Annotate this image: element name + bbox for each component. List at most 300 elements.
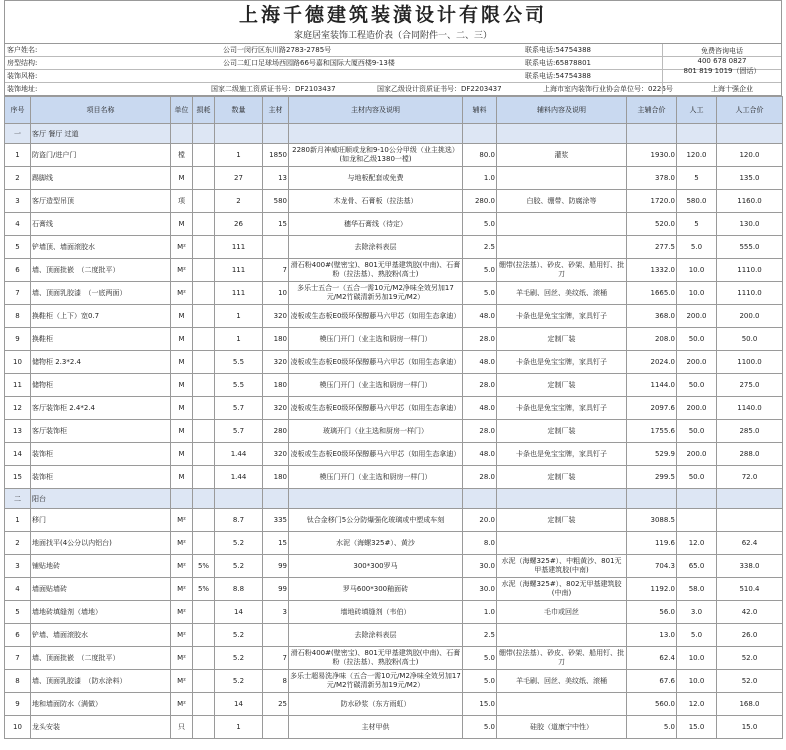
- labor-total-cell: 130.0: [717, 213, 783, 236]
- quantity-cell: 111: [215, 236, 263, 259]
- table-header: [5, 97, 783, 124]
- item-name-cell: 踢脚线: [31, 167, 171, 190]
- col-no-header: 序号: [5, 97, 31, 124]
- aux-desc-cell: 绷带(拉法基）、砂皮、砂架、船用钉、批刀: [497, 647, 627, 670]
- item-name-cell: 换鞋柜: [31, 328, 171, 351]
- section-empty-cell: [263, 124, 289, 144]
- row-no-cell: 14: [5, 443, 31, 466]
- item-name-cell: 墙地砖填缝剂（墙地）: [31, 601, 171, 624]
- labor-total-cell: 275.0: [717, 374, 783, 397]
- aux-price-cell: 28.0: [463, 374, 497, 397]
- item-name-cell: 客厅造型吊顶: [31, 190, 171, 213]
- section-empty-cell: [193, 489, 215, 509]
- section-empty-cell: [497, 124, 627, 144]
- main-desc-cell: 与地板配套或免费: [289, 167, 463, 190]
- free-consult-label: 免费咨询电话: [701, 47, 743, 55]
- material-total-cell: 378.0: [627, 167, 677, 190]
- quantity-cell: 5.2: [215, 624, 263, 647]
- loss-cell: [193, 374, 215, 397]
- section-empty-cell: [289, 124, 463, 144]
- structure-value: 公司二虹口足球场西园路66号嘉和国际大厦西楼9-13楼: [223, 59, 395, 67]
- aux-price-cell: 28.0: [463, 466, 497, 489]
- table-row: [5, 532, 783, 555]
- aux-desc-cell: 卡条也是免宝宝牌，家具钉子: [497, 397, 627, 420]
- quotation-sheet: [4, 0, 782, 739]
- quantity-cell: 27: [215, 167, 263, 190]
- loss-cell: [193, 213, 215, 236]
- section-empty-cell: [463, 124, 497, 144]
- col-aux-desc-header: 辅料内容及说明: [497, 97, 627, 124]
- aux-price-cell: 15.0: [463, 693, 497, 716]
- row-no-cell: 10: [5, 351, 31, 374]
- labor-price-cell: 200.0: [677, 397, 717, 420]
- loss-cell: [193, 624, 215, 647]
- labor-total-cell: 338.0: [717, 555, 783, 578]
- col-material-total-header: 主辅合价: [627, 97, 677, 124]
- table-row: [5, 236, 783, 259]
- labor-price-cell: 12.0: [677, 693, 717, 716]
- section-empty-cell: [215, 124, 263, 144]
- loss-cell: [193, 328, 215, 351]
- aux-price-cell: 30.0: [463, 578, 497, 601]
- section-empty-cell: [193, 124, 215, 144]
- labor-price-cell: 10.0: [677, 259, 717, 282]
- labor-total-cell: 1100.0: [717, 351, 783, 374]
- main-price-cell: 335: [263, 509, 289, 532]
- aux-desc-cell: 定制厂装: [497, 466, 627, 489]
- main-price-cell: 320: [263, 305, 289, 328]
- main-desc-cell: 模压门开门（业主选和厨房一样门）: [289, 466, 463, 489]
- main-desc-cell: 凌板或生态板E0级环保醇藤马六甲芯（如用生态拿迪）: [289, 351, 463, 374]
- loss-cell: [193, 305, 215, 328]
- labor-price-cell: 200.0: [677, 351, 717, 374]
- structure-tel: 联系电话:65878801: [525, 59, 591, 67]
- unit-cell: M: [171, 420, 193, 443]
- section-empty-cell: [497, 489, 627, 509]
- table-row: [5, 397, 783, 420]
- item-name-cell: 防盗门/进户门: [31, 144, 171, 167]
- aux-desc-cell: 白胶、绷带、防腐涂等: [497, 190, 627, 213]
- unit-cell: M²: [171, 282, 193, 305]
- labor-total-cell: 135.0: [717, 167, 783, 190]
- quantity-cell: 8.8: [215, 578, 263, 601]
- company-title: 上海千德建筑装潢设计有限公司: [4, 0, 782, 29]
- aux-price-cell: 5.0: [463, 282, 497, 305]
- section-no: 一: [5, 124, 31, 144]
- quantity-cell: 5.2: [215, 647, 263, 670]
- aux-desc-cell: 水泥（海螺325#）、中粗黄沙、801无甲基建筑胶(中南): [497, 555, 627, 578]
- item-name-cell: 储物柜: [31, 374, 171, 397]
- unit-cell: M²: [171, 601, 193, 624]
- aux-price-cell: 5.0: [463, 716, 497, 739]
- main-desc-cell: 2280新月神威旺顺或龙和9-10公分甲级（业主挑选）(如龙和乙级1380一樘): [289, 144, 463, 167]
- main-price-cell: 3: [263, 601, 289, 624]
- main-desc-cell: 木龙骨、石膏板（拉法基）: [289, 190, 463, 213]
- main-desc-cell: 主材甲供: [289, 716, 463, 739]
- labor-total-cell: [717, 509, 783, 532]
- row-no-cell: 12: [5, 397, 31, 420]
- unit-cell: M: [171, 328, 193, 351]
- quantity-cell: 2: [215, 190, 263, 213]
- loss-cell: [193, 420, 215, 443]
- material-total-cell: 704.3: [627, 555, 677, 578]
- table-row: [5, 716, 783, 739]
- table-row: [5, 670, 783, 693]
- section-name: 阳台: [31, 489, 171, 509]
- main-price-cell: 99: [263, 555, 289, 578]
- quantity-cell: 1.44: [215, 466, 263, 489]
- table-row: [5, 144, 783, 167]
- sheet-subtitle: 家庭居室装饰工程造价表（合同附件一、二、三）: [4, 29, 782, 44]
- unit-cell: M²: [171, 578, 193, 601]
- main-price-cell: 180: [263, 328, 289, 351]
- row-no-cell: 11: [5, 374, 31, 397]
- aux-desc-cell: 卡条也是免宝宝牌，家具钉子: [497, 305, 627, 328]
- labor-price-cell: 5: [677, 167, 717, 190]
- item-name-cell: 客厅装饰柜: [31, 420, 171, 443]
- unit-cell: 只: [171, 716, 193, 739]
- aux-price-cell: 48.0: [463, 351, 497, 374]
- style-tel: 联系电话:54754388: [525, 72, 591, 80]
- unit-cell: M²: [171, 693, 193, 716]
- labor-total-cell: 285.0: [717, 420, 783, 443]
- customer-value: 公司一闵行区东川路2783-2785号: [223, 46, 332, 54]
- section-empty-cell: [717, 124, 783, 144]
- section-empty-cell: [289, 489, 463, 509]
- loss-cell: 5%: [193, 555, 215, 578]
- row-no-cell: 7: [5, 282, 31, 305]
- col-aux-price-header: 辅料: [463, 97, 497, 124]
- loss-cell: [193, 693, 215, 716]
- main-price-cell: [263, 624, 289, 647]
- unit-cell: 樘: [171, 144, 193, 167]
- section-empty-cell: [627, 124, 677, 144]
- labor-price-cell: 15.0: [677, 716, 717, 739]
- col-labor-header: 人工: [677, 97, 717, 124]
- item-name-cell: 墙、顶面批嵌 （二度批平）: [31, 647, 171, 670]
- style-label: 装饰风格:: [7, 72, 38, 80]
- license-design: 国家乙级设计资质证书号：DF2203437: [377, 85, 502, 93]
- main-price-cell: 15: [263, 532, 289, 555]
- labor-price-cell: 10.0: [677, 282, 717, 305]
- row-no-cell: 1: [5, 509, 31, 532]
- item-name-cell: 墙、顶面批嵌 （二度批平）: [31, 259, 171, 282]
- material-total-cell: 62.4: [627, 647, 677, 670]
- labor-price-cell: 58.0: [677, 578, 717, 601]
- row-no-cell: 8: [5, 670, 31, 693]
- labor-total-cell: 1110.0: [717, 259, 783, 282]
- address-label: 装饰地址:: [7, 85, 38, 93]
- labor-price-cell: 12.0: [677, 532, 717, 555]
- loss-cell: [193, 259, 215, 282]
- main-desc-cell: 凌板或生态板E0级环保醇藤马六甲芯（如用生态拿迪）: [289, 443, 463, 466]
- aux-price-cell: 1.0: [463, 167, 497, 190]
- labor-price-cell: 5.0: [677, 236, 717, 259]
- quantity-cell: 14: [215, 601, 263, 624]
- unit-cell: M: [171, 397, 193, 420]
- material-total-cell: 208.0: [627, 328, 677, 351]
- labor-price-cell: 50.0: [677, 466, 717, 489]
- aux-desc-cell: [497, 624, 627, 647]
- row-no-cell: 5: [5, 236, 31, 259]
- labor-price-cell: 10.0: [677, 670, 717, 693]
- table-row: [5, 443, 783, 466]
- row-no-cell: 6: [5, 624, 31, 647]
- labor-total-cell: 52.0: [717, 670, 783, 693]
- main-price-cell: 320: [263, 443, 289, 466]
- material-total-cell: 1332.0: [627, 259, 677, 282]
- main-price-cell: [263, 236, 289, 259]
- aux-desc-cell: 定制厂装: [497, 328, 627, 351]
- aux-desc-cell: 羊毛刷、回丝、美纹纸、滚桶: [497, 282, 627, 305]
- quantity-cell: 5.2: [215, 555, 263, 578]
- main-desc-cell: 穗华石膏线（待定）: [289, 213, 463, 236]
- loss-cell: [193, 236, 215, 259]
- material-total-cell: 67.6: [627, 670, 677, 693]
- license-construction: 国家二级施工资质证书号：DF2103437: [211, 85, 336, 93]
- table-row: [5, 259, 783, 282]
- aux-desc-cell: 水泥（海螺325#）、802无甲基建筑胶(中南): [497, 578, 627, 601]
- unit-cell: M: [171, 374, 193, 397]
- aux-desc-cell: [497, 532, 627, 555]
- quantity-cell: 1.44: [215, 443, 263, 466]
- item-name-cell: 地和墙面防水（满做）: [31, 693, 171, 716]
- main-price-cell: 180: [263, 374, 289, 397]
- labor-price-cell: 5: [677, 213, 717, 236]
- license-top-ten: 上海十强企业: [711, 85, 753, 93]
- unit-cell: M²: [171, 259, 193, 282]
- labor-price-cell: [677, 509, 717, 532]
- main-desc-cell: 墙地砖填缝剂（韦伯）: [289, 601, 463, 624]
- row-no-cell: 4: [5, 578, 31, 601]
- table-row: [5, 351, 783, 374]
- aux-price-cell: 20.0: [463, 509, 497, 532]
- col-qty-header: 数量: [215, 97, 263, 124]
- item-name-cell: 铲墙顶、墙面滚胶水: [31, 236, 171, 259]
- unit-cell: M²: [171, 670, 193, 693]
- table-row: [5, 555, 783, 578]
- labor-price-cell: 50.0: [677, 328, 717, 351]
- main-price-cell: [263, 716, 289, 739]
- item-name-cell: 装饰柜: [31, 443, 171, 466]
- item-name-cell: 地面找平(4公分以内铝台): [31, 532, 171, 555]
- loss-cell: [193, 466, 215, 489]
- section-row: [5, 489, 783, 509]
- quantity-cell: 5.7: [215, 397, 263, 420]
- main-desc-cell: 多乐士五合一（五合一需10元/M2净味全效另加17元/M2竹碳清新另加19元/M2）: [289, 282, 463, 305]
- aux-desc-cell: 绷带(拉法基）、砂皮、砂架、船用钉、批刀: [497, 259, 627, 282]
- quotation-table: [4, 96, 783, 739]
- section-name: 客厅 餐厅 过道: [31, 124, 171, 144]
- material-total-cell: 3088.5: [627, 509, 677, 532]
- aux-price-cell: 280.0: [463, 190, 497, 213]
- labor-price-cell: 65.0: [677, 555, 717, 578]
- table-row: [5, 328, 783, 351]
- material-total-cell: 1720.0: [627, 190, 677, 213]
- material-total-cell: 5.0: [627, 716, 677, 739]
- row-no-cell: 7: [5, 647, 31, 670]
- col-labor-total-header: 人工合价: [717, 97, 783, 124]
- aux-desc-cell: 卡条也是免宝宝牌，家具钉子: [497, 443, 627, 466]
- row-no-cell: 2: [5, 167, 31, 190]
- col-loss-header: 损耗: [193, 97, 215, 124]
- aux-price-cell: 48.0: [463, 443, 497, 466]
- material-total-cell: 368.0: [627, 305, 677, 328]
- labor-total-cell: 120.0: [717, 144, 783, 167]
- table-body: [5, 124, 783, 739]
- main-desc-cell: 凌板或生态板E0级环保醇藤马六甲芯（如用生态拿迪）: [289, 397, 463, 420]
- unit-cell: M²: [171, 532, 193, 555]
- material-total-cell: 2024.0: [627, 351, 677, 374]
- customer-tel: 联系电话:54754388: [525, 46, 591, 54]
- main-desc-cell: 多乐士超易洗净味（五合一需10元/M2净味全效另加17元/M2竹碳清新另加19元/M2）: [289, 670, 463, 693]
- aux-desc-cell: [497, 213, 627, 236]
- loss-cell: [193, 144, 215, 167]
- section-empty-cell: [215, 489, 263, 509]
- labor-total-cell: 288.0: [717, 443, 783, 466]
- labor-total-cell: 50.0: [717, 328, 783, 351]
- info-block: [4, 44, 782, 96]
- col-unit-header: 单位: [171, 97, 193, 124]
- aux-desc-cell: 卡条也是免宝宝牌，家具钉子: [497, 351, 627, 374]
- labor-total-cell: 15.0: [717, 716, 783, 739]
- unit-cell: M: [171, 305, 193, 328]
- labor-price-cell: 5.0: [677, 624, 717, 647]
- aux-price-cell: 30.0: [463, 555, 497, 578]
- quantity-cell: 5.7: [215, 420, 263, 443]
- material-total-cell: 520.0: [627, 213, 677, 236]
- row-no-cell: 4: [5, 213, 31, 236]
- aux-price-cell: 5.0: [463, 213, 497, 236]
- loss-cell: [193, 190, 215, 213]
- row-no-cell: 3: [5, 190, 31, 213]
- main-desc-cell: 去除涂料表层: [289, 624, 463, 647]
- labor-price-cell: 50.0: [677, 420, 717, 443]
- free-consult-tel2: 801 819 1019（固话）: [683, 67, 761, 75]
- main-desc-cell: 模压门开门（业主选和厨房一样门）: [289, 374, 463, 397]
- quantity-cell: 5.2: [215, 532, 263, 555]
- table-row: [5, 282, 783, 305]
- loss-cell: 5%: [193, 578, 215, 601]
- loss-cell: [193, 601, 215, 624]
- labor-total-cell: 1140.0: [717, 397, 783, 420]
- aux-price-cell: 28.0: [463, 420, 497, 443]
- unit-cell: M²: [171, 236, 193, 259]
- table-row: [5, 624, 783, 647]
- table-row: [5, 466, 783, 489]
- free-consult-tel1: 400 678 0827: [697, 57, 747, 65]
- row-no-cell: 13: [5, 420, 31, 443]
- loss-cell: [193, 397, 215, 420]
- main-desc-cell: 滑石粉400#(壁密宝)、801无甲基建筑胶(中南)、石膏粉（拉法基）、熟胶粉(高士): [289, 259, 463, 282]
- loss-cell: [193, 670, 215, 693]
- quantity-cell: 8.7: [215, 509, 263, 532]
- main-desc-cell: 玻璃开门（业主选和厨房一样门）: [289, 420, 463, 443]
- row-no-cell: 10: [5, 716, 31, 739]
- labor-total-cell: 1110.0: [717, 282, 783, 305]
- main-price-cell: 320: [263, 397, 289, 420]
- aux-desc-cell: [497, 693, 627, 716]
- row-no-cell: 2: [5, 532, 31, 555]
- unit-cell: M: [171, 466, 193, 489]
- main-price-cell: 8: [263, 670, 289, 693]
- labor-total-cell: 200.0: [717, 305, 783, 328]
- quantity-cell: 111: [215, 282, 263, 305]
- section-empty-cell: [263, 489, 289, 509]
- item-name-cell: 客厅装饰柜 2.4*2.4: [31, 397, 171, 420]
- material-total-cell: 1755.6: [627, 420, 677, 443]
- quantity-cell: 5.5: [215, 351, 263, 374]
- material-total-cell: 2097.6: [627, 397, 677, 420]
- main-desc-cell: 滑石粉400#(壁密宝)、801无甲基建筑胶(中南)、石膏粉（拉法基）、熟胶粉(高士): [289, 647, 463, 670]
- item-name-cell: 装饰柜: [31, 466, 171, 489]
- table-row: [5, 213, 783, 236]
- table-row: [5, 374, 783, 397]
- main-desc-cell: 钛合金移门5公分防爆强化玻璃或中塑成车刻: [289, 509, 463, 532]
- quantity-cell: 14: [215, 693, 263, 716]
- license-association: 上海市室内装饰行业协会单位号：0226号: [543, 85, 673, 93]
- main-price-cell: 1850: [263, 144, 289, 167]
- aux-price-cell: 48.0: [463, 397, 497, 420]
- row-no-cell: 1: [5, 144, 31, 167]
- main-price-cell: 10: [263, 282, 289, 305]
- aux-price-cell: 28.0: [463, 328, 497, 351]
- loss-cell: [193, 282, 215, 305]
- main-desc-cell: 300*300罗马: [289, 555, 463, 578]
- main-price-cell: 7: [263, 647, 289, 670]
- item-name-cell: 储物柜 2.3*2.4: [31, 351, 171, 374]
- material-total-cell: 1665.0: [627, 282, 677, 305]
- quantity-cell: 111: [215, 259, 263, 282]
- row-no-cell: 15: [5, 466, 31, 489]
- labor-total-cell: 42.0: [717, 601, 783, 624]
- main-desc-cell: 罗马600*300釉面砖: [289, 578, 463, 601]
- material-total-cell: 277.5: [627, 236, 677, 259]
- labor-total-cell: 510.4: [717, 578, 783, 601]
- main-price-cell: 25: [263, 693, 289, 716]
- item-name-cell: 换鞋柜（上下）宽0.7: [31, 305, 171, 328]
- material-total-cell: 560.0: [627, 693, 677, 716]
- item-name-cell: 铺贴地砖: [31, 555, 171, 578]
- material-total-cell: 119.6: [627, 532, 677, 555]
- labor-price-cell: 200.0: [677, 305, 717, 328]
- labor-price-cell: 50.0: [677, 374, 717, 397]
- loss-cell: [193, 443, 215, 466]
- section-empty-cell: [677, 489, 717, 509]
- table-row: [5, 578, 783, 601]
- labor-total-cell: 72.0: [717, 466, 783, 489]
- table-row: [5, 420, 783, 443]
- main-desc-cell: 水泥（海螺325#）、黄沙: [289, 532, 463, 555]
- labor-total-cell: 168.0: [717, 693, 783, 716]
- material-total-cell: 1144.0: [627, 374, 677, 397]
- table-row: [5, 190, 783, 213]
- row-no-cell: 9: [5, 328, 31, 351]
- item-name-cell: 墙、顶面乳胶漆 （防水涂料）: [31, 670, 171, 693]
- main-desc-cell: 凌板或生态板E0级环保醇藤马六甲芯（如用生态拿迪）: [289, 305, 463, 328]
- section-empty-cell: [677, 124, 717, 144]
- aux-price-cell: 5.0: [463, 259, 497, 282]
- aux-desc-cell: 定制厂装: [497, 420, 627, 443]
- aux-price-cell: 2.5: [463, 624, 497, 647]
- labor-price-cell: 200.0: [677, 443, 717, 466]
- row-no-cell: 3: [5, 555, 31, 578]
- aux-desc-cell: 毛巾或回丝: [497, 601, 627, 624]
- loss-cell: [193, 647, 215, 670]
- main-desc-cell: 防水砂浆（东方雨虹）: [289, 693, 463, 716]
- material-total-cell: 1930.0: [627, 144, 677, 167]
- unit-cell: M²: [171, 624, 193, 647]
